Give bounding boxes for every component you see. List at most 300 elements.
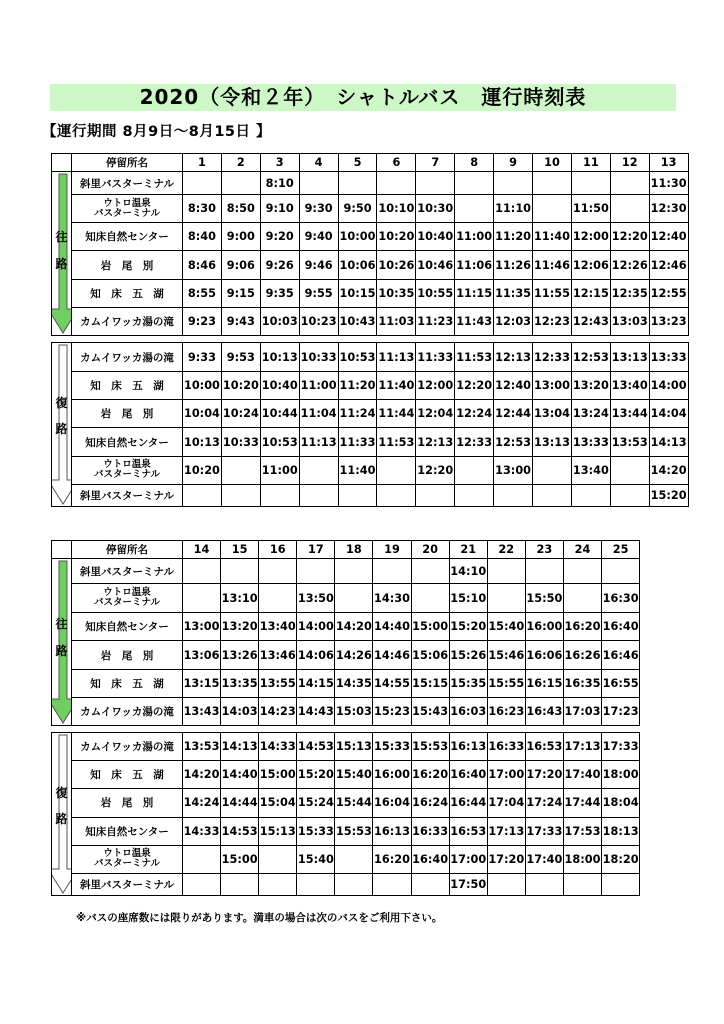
departure-time: 13:55 [259,669,297,697]
departure-time: 15:43 [411,697,449,725]
departure-time [221,456,260,484]
departure-time: 13:13 [610,343,649,372]
departure-time: 13:15 [183,669,221,697]
departure-time: 11:33 [338,428,377,456]
departure-time: 18:13 [602,817,640,845]
departure-time: 14:53 [221,817,259,845]
departure-time: 14:00 [297,613,335,641]
departure-time: 11:00 [260,456,299,484]
table-row [52,223,689,251]
departure-time: 15:04 [259,789,297,817]
departure-time: 11:00 [299,372,338,400]
departure-time [487,584,525,613]
departure-time: 17:40 [525,845,563,873]
departure-time: 16:13 [449,733,487,761]
departure-time [259,559,297,584]
departure-time: 9:23 [183,307,222,335]
departure-time: 15:00 [221,845,259,873]
departure-time: 17:40 [563,761,601,789]
departure-time: 15:33 [373,733,411,761]
table-row [52,873,640,895]
departure-time [338,172,377,195]
departure-time [338,484,377,506]
departure-time [221,172,260,195]
table-row [52,251,689,279]
departure-time [335,584,373,613]
departure-time [487,873,525,895]
departure-time: 10:00 [338,223,377,251]
departure-time: 9:20 [260,223,299,251]
table-row [52,761,640,789]
stop-name: カムイワッカ湯の滝 [72,343,183,372]
departure-time: 15:24 [297,789,335,817]
departure-time: 10:06 [338,251,377,279]
direction-label: 往 [55,617,68,631]
departure-time: 13:20 [221,613,259,641]
departure-time [183,845,221,873]
departure-time: 9:55 [299,279,338,307]
stop-name: 斜里バスターミナル [72,484,183,506]
departure-time: 10:46 [416,251,455,279]
departure-time: 13:23 [649,307,688,335]
departure-time: 16:33 [411,817,449,845]
departure-time: 16:06 [525,641,563,669]
departure-time [602,559,640,584]
departure-time [221,559,259,584]
table-row [52,484,689,506]
departure-time: 12:33 [533,343,572,372]
departure-time: 11:00 [455,223,494,251]
departure-time: 17:20 [525,761,563,789]
departure-time: 8:30 [183,195,222,223]
departure-time [455,172,494,195]
table-row [52,733,640,761]
departure-time: 17:33 [525,817,563,845]
stop-name: 知 床 五 湖 [72,669,183,697]
departure-time: 8:46 [183,251,222,279]
stop-name: 岩 尾 別 [72,789,183,817]
departure-time: 10:04 [183,400,222,428]
departure-time: 16:44 [449,789,487,817]
departure-time [411,873,449,895]
departure-time: 13:43 [183,697,221,725]
departure-time [183,484,222,506]
departure-time: 14:13 [221,733,259,761]
header-trip-number: 1 [183,154,222,172]
table-row [52,172,689,195]
departure-time: 14:44 [221,789,259,817]
return-direction [52,733,72,896]
header-trip-number: 23 [525,541,563,559]
departure-time: 14:40 [373,613,411,641]
stop-name: ウトロ温泉 バスターミナル [72,845,183,873]
departure-time: 9:10 [260,195,299,223]
departure-time [610,456,649,484]
departure-time [533,195,572,223]
table-row [52,559,640,584]
departure-time [533,484,572,506]
departure-time: 17:13 [563,733,601,761]
outbound-direction [52,559,72,726]
departure-time [260,484,299,506]
departure-time: 10:13 [260,343,299,372]
departure-time: 9:46 [299,251,338,279]
departure-time: 16:53 [525,733,563,761]
stop-name: 知 床 五 湖 [72,761,183,789]
departure-time [533,456,572,484]
header-trip-number: 20 [411,541,449,559]
gap-cell [52,726,640,733]
header-trip-number: 21 [449,541,487,559]
departure-time: 10:20 [221,372,260,400]
departure-time: 11:03 [377,307,416,335]
departure-time: 15:44 [335,789,373,817]
departure-time: 13:33 [649,343,688,372]
header-row [52,154,689,172]
departure-time: 13:03 [610,307,649,335]
departure-time: 16:00 [373,761,411,789]
departure-time: 11:26 [494,251,533,279]
departure-time [525,873,563,895]
departure-time: 16:55 [602,669,640,697]
stop-name: カムイワッカ湯の滝 [72,307,183,335]
departure-time: 12:20 [416,456,455,484]
stop-name: 斜里バスターミナル [72,873,183,895]
departure-time: 12:44 [494,400,533,428]
departure-time: 16:40 [602,613,640,641]
departure-time [571,484,610,506]
stop-name: 斜里バスターミナル [72,559,183,584]
departure-time: 11:13 [377,343,416,372]
departure-time [455,456,494,484]
departure-time: 11:40 [377,372,416,400]
outbound-direction [52,172,72,336]
departure-time: 17:04 [487,789,525,817]
departure-time: 12:30 [649,195,688,223]
departure-time: 16:43 [525,697,563,725]
departure-time: 14:04 [649,400,688,428]
departure-time: 11:50 [571,195,610,223]
departure-time: 16:26 [563,641,601,669]
departure-time: 13:35 [221,669,259,697]
departure-time [335,873,373,895]
departure-time: 16:30 [602,584,640,613]
departure-time: 16:24 [411,789,449,817]
departure-time [494,484,533,506]
departure-time: 15:35 [449,669,487,697]
departure-time: 13:10 [221,584,259,613]
departure-time: 12:00 [416,372,455,400]
departure-time: 16:04 [373,789,411,817]
departure-time: 8:50 [221,195,260,223]
departure-time: 12:20 [455,372,494,400]
departure-time: 15:15 [411,669,449,697]
departure-time: 13:53 [610,428,649,456]
departure-time: 13:50 [297,584,335,613]
stop-name: ウトロ温泉 バスターミナル [72,456,183,484]
departure-time: 13:44 [610,400,649,428]
departure-time: 13:13 [533,428,572,456]
departure-time: 9:53 [221,343,260,372]
departure-time: 17:03 [563,697,601,725]
departure-time [183,559,221,584]
table-row [52,279,689,307]
departure-time: 16:33 [487,733,525,761]
header-trip-number: 11 [571,154,610,172]
departure-time: 13:40 [571,456,610,484]
departure-time: 11:53 [377,428,416,456]
header-trip-number: 14 [183,541,221,559]
departure-time: 14:53 [297,733,335,761]
departure-time: 12:46 [649,251,688,279]
table-row [52,584,640,613]
table-row [52,613,640,641]
departure-time: 9:35 [260,279,299,307]
departure-time: 15:23 [373,697,411,725]
departure-time: 14:26 [335,641,373,669]
header-trip-number: 5 [338,154,377,172]
departure-time: 11:33 [416,343,455,372]
departure-time: 14:23 [259,697,297,725]
departure-time [377,172,416,195]
header-trip-number: 13 [649,154,688,172]
departure-time: 15:13 [335,733,373,761]
departure-time [373,873,411,895]
header-trip-number: 8 [455,154,494,172]
departure-time: 10:33 [299,343,338,372]
departure-time: 16:20 [411,761,449,789]
departure-time: 16:40 [411,845,449,873]
departure-time: 17:00 [449,845,487,873]
departure-time: 12:35 [610,279,649,307]
departure-time: 11:46 [533,251,572,279]
departure-time: 10:44 [260,400,299,428]
timetable-2 [51,540,640,896]
departure-time [416,484,455,506]
departure-time: 11:30 [649,172,688,195]
departure-time: 15:06 [411,641,449,669]
return-direction [52,343,72,507]
departure-time: 15:46 [487,641,525,669]
departure-time: 10:00 [183,372,222,400]
table-row [52,372,689,400]
table-row [52,669,640,697]
departure-time: 12:53 [494,428,533,456]
departure-time: 8:40 [183,223,222,251]
departure-time: 15:03 [335,697,373,725]
header-trip-number: 4 [299,154,338,172]
departure-time: 16:35 [563,669,601,697]
departure-time: 11:40 [533,223,572,251]
departure-time [563,559,601,584]
departure-time: 14:33 [183,817,221,845]
departure-time: 13:40 [259,613,297,641]
departure-time: 11:40 [338,456,377,484]
departure-time: 15:00 [259,761,297,789]
departure-time: 14:40 [221,761,259,789]
direction-label: 路 [55,644,68,658]
direction-label: 路 [55,257,68,271]
table-row [52,641,640,669]
timetable-1 [51,153,689,507]
departure-time: 10:30 [416,195,455,223]
departure-time: 11:04 [299,400,338,428]
departure-time [610,172,649,195]
departure-time: 11:06 [455,251,494,279]
departure-time: 12:04 [416,400,455,428]
gap-cell [52,336,689,343]
departure-time: 14:13 [649,428,688,456]
header-trip-number: 18 [335,541,373,559]
departure-time: 15:20 [297,761,335,789]
departure-time: 12:53 [571,343,610,372]
departure-time: 10:53 [260,428,299,456]
departure-time: 10:26 [377,251,416,279]
departure-time: 12:23 [533,307,572,335]
departure-time: 12:06 [571,251,610,279]
direction-label: 路 [55,422,68,436]
departure-time: 10:35 [377,279,416,307]
departure-time: 11:44 [377,400,416,428]
departure-time [563,873,601,895]
departure-time: 11:53 [455,343,494,372]
departure-time: 9:50 [338,195,377,223]
departure-time: 13:00 [183,613,221,641]
departure-time: 9:15 [221,279,260,307]
departure-time [563,584,601,613]
departure-time: 11:20 [338,372,377,400]
table-row [52,789,640,817]
departure-time: 14:15 [297,669,335,697]
stop-name: 知 床 五 湖 [72,372,183,400]
departure-time: 16:40 [449,761,487,789]
departure-time: 14:46 [373,641,411,669]
operating-period: 【運行期間 8月9日～8月15日 】 [42,124,272,140]
departure-time: 12:33 [455,428,494,456]
departure-time: 9:43 [221,307,260,335]
table-row [52,195,689,223]
departure-time: 15:26 [449,641,487,669]
departure-time: 10:33 [221,428,260,456]
departure-time: 15:40 [335,761,373,789]
departure-time: 12:40 [649,223,688,251]
departure-time [571,172,610,195]
departure-time [487,559,525,584]
section-gap [52,726,640,733]
table-row [52,817,640,845]
departure-time [221,873,259,895]
departure-time [299,172,338,195]
departure-time: 16:00 [525,613,563,641]
departure-time: 11:13 [299,428,338,456]
departure-time: 15:53 [335,817,373,845]
departure-time: 10:40 [416,223,455,251]
departure-time [377,484,416,506]
departure-time: 15:00 [411,613,449,641]
header-trip-number: 3 [260,154,299,172]
header-trip-number: 25 [602,541,640,559]
departure-time [416,172,455,195]
header-trip-number: 22 [487,541,525,559]
departure-time: 15:53 [411,733,449,761]
departure-time [411,559,449,584]
section-gap [52,336,689,343]
departure-time: 10:53 [338,343,377,372]
stop-name: ウトロ温泉 バスターミナル [72,584,183,613]
departure-time: 10:10 [377,195,416,223]
departure-time [525,559,563,584]
departure-time: 17:53 [563,817,601,845]
header-trip-number: 17 [297,541,335,559]
departure-time: 10:03 [260,307,299,335]
direction-label: 路 [55,812,68,826]
departure-time: 13:40 [610,372,649,400]
departure-time [259,873,297,895]
departure-time: 17:23 [602,697,640,725]
table-row [52,307,689,335]
header-trip-number: 2 [221,154,260,172]
header-stop-name: 停留所名 [72,154,183,172]
departure-time: 12:13 [416,428,455,456]
departure-time: 12:24 [455,400,494,428]
departure-time: 12:26 [610,251,649,279]
departure-time: 9:33 [183,343,222,372]
departure-time: 14:43 [297,697,335,725]
departure-time: 15:33 [297,817,335,845]
departure-time [183,873,221,895]
departure-time [335,845,373,873]
table-row [52,697,640,725]
departure-time: 15:55 [487,669,525,697]
departure-time: 11:20 [494,223,533,251]
departure-time: 15:40 [297,845,335,873]
header-trip-number: 6 [377,154,416,172]
departure-time: 13:04 [533,400,572,428]
departure-time [297,559,335,584]
departure-time: 14:03 [221,697,259,725]
table-row [52,428,689,456]
departure-time [610,195,649,223]
departure-time: 15:10 [449,584,487,613]
departure-time [411,584,449,613]
departure-time [494,172,533,195]
departure-time: 11:23 [416,307,455,335]
departure-time: 17:24 [525,789,563,817]
departure-time: 14:33 [259,733,297,761]
stop-name: ウトロ温泉 バスターミナル [72,195,183,223]
seat-notice: ※バスの座席数には限りがあります。満車の場合は次のバスをご利用下さい。 [76,912,443,924]
departure-time: 14:00 [649,372,688,400]
departure-time: 8:10 [260,172,299,195]
header-blank [52,541,72,559]
departure-time [299,456,338,484]
departure-time: 12:55 [649,279,688,307]
header-trip-number: 7 [416,154,455,172]
departure-time: 13:24 [571,400,610,428]
departure-time: 11:55 [533,279,572,307]
departure-time: 16:03 [449,697,487,725]
departure-time [259,845,297,873]
stop-name: カムイワッカ湯の滝 [72,733,183,761]
departure-time: 9:00 [221,223,260,251]
departure-time: 13:53 [183,733,221,761]
departure-time: 10:20 [183,456,222,484]
departure-time [455,195,494,223]
departure-time: 17:00 [487,761,525,789]
table-row [52,400,689,428]
direction-label: 復 [55,396,68,410]
departure-time: 16:15 [525,669,563,697]
